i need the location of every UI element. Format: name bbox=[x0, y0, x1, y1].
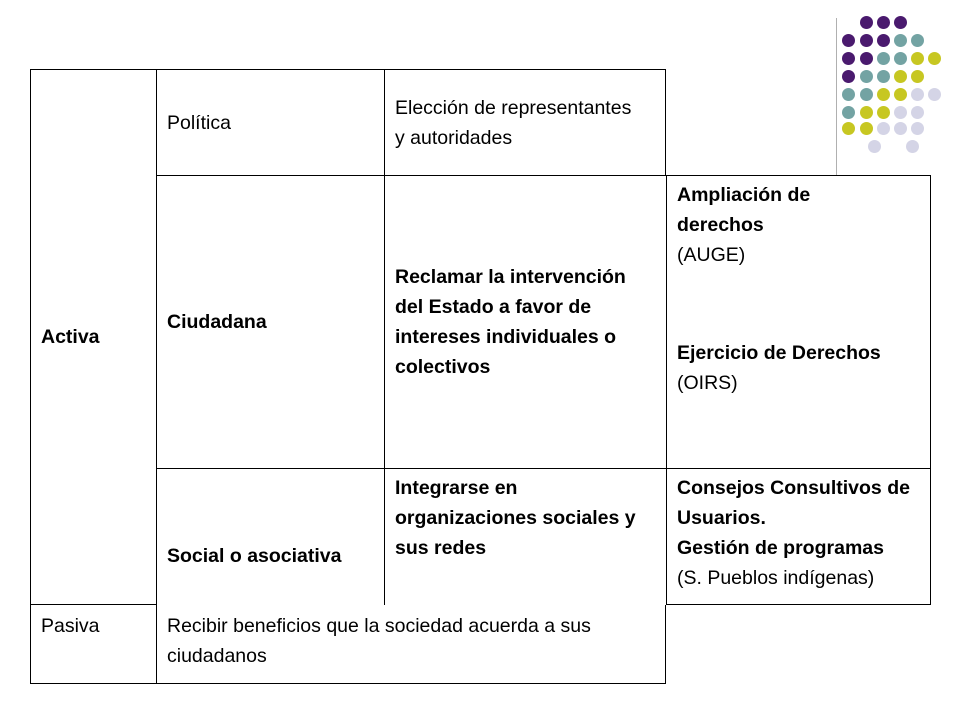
cell-pasiva-description bbox=[156, 605, 666, 684]
cell-politica-description bbox=[384, 69, 666, 175]
social-example-title-2: Gestión de programas bbox=[677, 537, 884, 559]
pasiva-label: Pasiva bbox=[41, 615, 100, 637]
ciudadana-description: Reclamar la intervención del Estado a favor de intereses individuales o colectivos bbox=[395, 266, 626, 378]
decorative-dot bbox=[860, 106, 873, 119]
decorative-dot bbox=[860, 16, 873, 29]
social-example-title-1: Consejos Consultivos de Usuarios. bbox=[677, 477, 910, 529]
cell-activa bbox=[30, 69, 156, 605]
decorative-dot bbox=[911, 122, 924, 135]
activa-label: Activa bbox=[41, 326, 100, 348]
decorative-dot bbox=[911, 88, 924, 101]
decorative-dot bbox=[911, 34, 924, 47]
decorative-dot bbox=[860, 52, 873, 65]
cell-ciudadana-type bbox=[156, 175, 384, 468]
decorative-dot bbox=[877, 34, 890, 47]
decorative-dot bbox=[928, 88, 941, 101]
cell-politica-type bbox=[156, 69, 384, 175]
decorative-dot bbox=[877, 122, 890, 135]
decorative-dot bbox=[894, 122, 907, 135]
cell-ciudadana-examples bbox=[666, 175, 931, 468]
cell-pasiva bbox=[30, 605, 156, 684]
decorative-dot bbox=[860, 34, 873, 47]
ciudadana-example-1-note: (AUGE) bbox=[677, 244, 746, 266]
cell-social-type bbox=[156, 468, 384, 605]
decorative-dot bbox=[842, 122, 855, 135]
decorative-dot bbox=[860, 70, 873, 83]
decorative-dot bbox=[894, 34, 907, 47]
decorative-dot bbox=[894, 70, 907, 83]
decorative-dot bbox=[894, 16, 907, 29]
politica-description: Elección de representantes y autoridades bbox=[395, 96, 632, 149]
decorative-dot bbox=[842, 106, 855, 119]
decorative-dot bbox=[842, 88, 855, 101]
decorative-dot bbox=[877, 16, 890, 29]
ciudadana-example-1-title: Ampliación de derechos bbox=[677, 184, 811, 236]
decorative-dot bbox=[877, 70, 890, 83]
ciudadana-example-2-title: Ejercicio de Derechos bbox=[677, 342, 881, 364]
decorative-dot bbox=[868, 140, 881, 153]
cell-social-examples bbox=[666, 468, 931, 605]
cell-social-description bbox=[384, 468, 666, 605]
decorative-dot bbox=[894, 52, 907, 65]
cell-ciudadana-description bbox=[384, 175, 666, 468]
social-type: Social o asociativa bbox=[167, 545, 342, 567]
decorative-dot bbox=[906, 140, 919, 153]
social-description: Integrarse en organizaciones sociales y sus redes bbox=[395, 477, 636, 559]
social-example-note: (S. Pueblos indígenas) bbox=[677, 567, 875, 589]
decorative-dot bbox=[860, 122, 873, 135]
decorative-dot bbox=[842, 34, 855, 47]
decorative-dot bbox=[911, 52, 924, 65]
decorative-dot bbox=[860, 88, 873, 101]
decorative-dot bbox=[911, 70, 924, 83]
decorative-dot bbox=[877, 106, 890, 119]
decorative-dot bbox=[877, 52, 890, 65]
pasiva-description: Recibir beneficios que la sociedad acuerda a sus ciudadanos bbox=[167, 615, 591, 667]
ciudadana-example-2-note: (OIRS) bbox=[677, 372, 738, 394]
decorative-dot bbox=[911, 106, 924, 119]
decorative-dot bbox=[928, 52, 941, 65]
decorative-dot bbox=[894, 88, 907, 101]
decorative-dot bbox=[842, 70, 855, 83]
ciudadana-type: Ciudadana bbox=[167, 311, 267, 333]
decorative-dot bbox=[877, 88, 890, 101]
decorative-dot bbox=[894, 106, 907, 119]
politica-type: Política bbox=[167, 111, 231, 134]
decorative-dot bbox=[842, 52, 855, 65]
